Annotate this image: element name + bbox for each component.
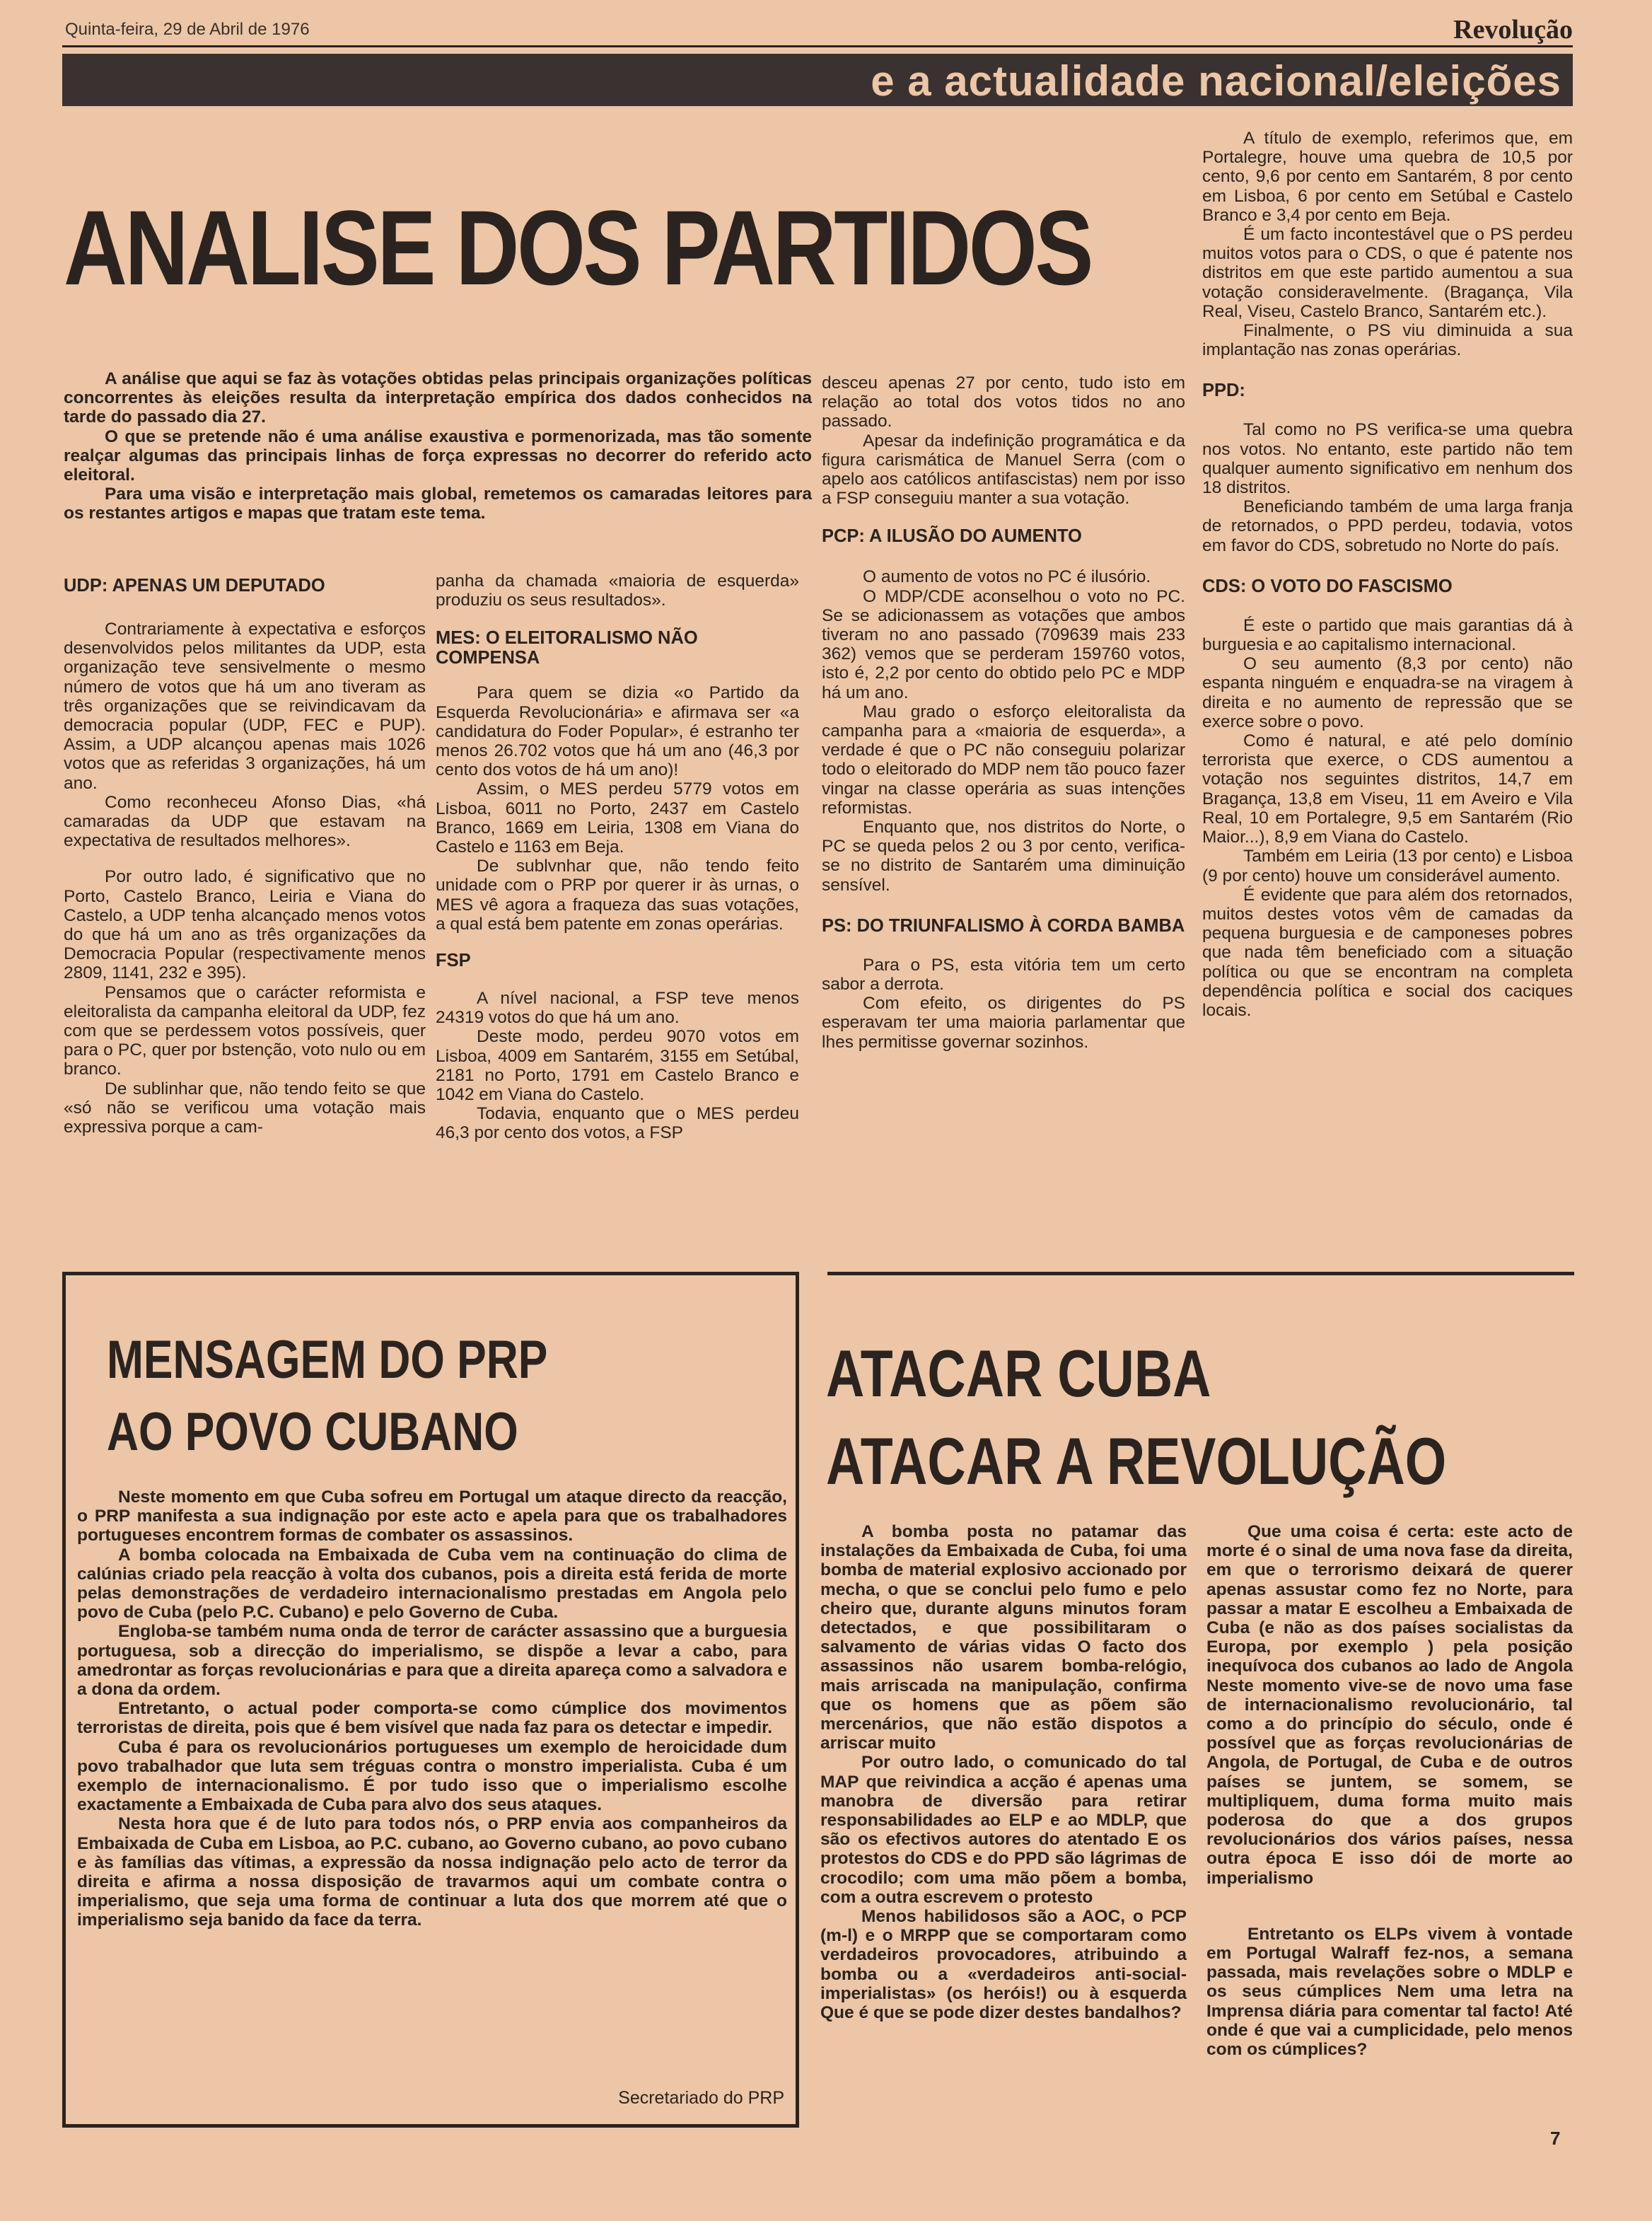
paragraph: Apesar da indefinição programática e da figura carismática de Manuel Serra (com o apelo aos católicos antifascistas) nem por isso a FSP conseguiu manter a sua votação. (822, 431, 1185, 509)
paragraph: Para quem se dizia «o Partido da Esquerda Revolucionária» e afirmava ser «a candidatura do Foder Popular», é estranho ter menos 26.702 votos que há um ano (46,3 por cento dos votos de há um ano)! (436, 683, 799, 780)
paragraph: A nível nacional, a FSP teve menos 24319 votos do que há um ano. (436, 989, 799, 1028)
paragraph: Nesta hora que é de luto para todos nós, o PRP envia aos companheiros da Embaixada de Cuba em Lisboa, ao P.C. cubano, ao Governo cubano, ao povo cubano e às famílias das vítimas, a expressão da nossa indignação pelo acto de terror da direita e afirma a nossa disposição de travarmos aqui um combate contra o imperialismo, que seja uma forma de continuar a luta dos que morrem até que o imperialismo seja banido da face da terra. (77, 1814, 787, 1930)
paragraph: Que uma coisa é certa: este acto de morte é o sinal de uma nova fase da direita, em que o terrorismo deixará de querer apenas assustar como fez no Norte, para passar a matar E escolheu a Embaixada de Cuba (e não as dos países socialistas da Europa, por exemplo ) pela posição inequívoca dos cubanos ao lado de Angola Neste momento vive-se de novo uma fase de internacionalismo revolucionário, tal como a do princípio do século, onde é possível que as forças revolucionárias de Angola, de Portugal, de Cuba e de outros países se juntem, se somem, se multipliquem, duma forma muito mais poderosa do que a dos grupos revolucionários dos vários países, nessa outra época E isso dói de morte ao imperialismo (1206, 1522, 1573, 1888)
paragraph: Enquanto que, nos distritos do Norte, o PC se queda pelos 2 ou 3 por cento, verifica-se no distrito de Santarém uma diminuição sensível. (822, 818, 1185, 895)
analise-column-4 (1202, 129, 1573, 1020)
paragraph: Menos habilidosos são a AOC, o PCP (m-l) e o MRPP que se comportaram como verdadeiros provocadores, atribuindo a bomba ou a «verdadeiros anti-social-imperialistas» (os heróis!) ou à esquerda Que é que se pode dizer destes bandalhos? (820, 1907, 1187, 2023)
paragraph: A bomba colocada na Embaixada de Cuba vem na continuação do clima de calúnias criado pela reacção à volta dos cubanos, pois a direita está ferida de morte pelas demonstrações de verdadeiro internacionalismo prestadas em Angola pelo povo de Cuba (pelo P.C. Cubano) e pelo Governo de Cuba. (77, 1545, 787, 1623)
paragraph: Beneficiando também de uma larga franja de retornados, o PPD perdeu, todavia, votos em favor do CDS, sobretudo no Norte do país. (1202, 497, 1573, 555)
analise-column-3 (822, 373, 1185, 1052)
paragraph: Mau grado o esforço eleitoralista da campanha para a «maioria de esquerda», a verdade é que o PC não conseguiu polarizar todo o eleitorado do MDP nem tão pouco fazer vingar na classe operária as suas intenções reformistas. (822, 702, 1185, 818)
paragraph: Finalmente, o PS viu diminuida a sua implantação nas zonas operárias. (1202, 321, 1573, 360)
paragraph: A bomba posta no patamar das instalações da Embaixada de Cuba, foi uma bomba de material explosivo accionado por mecha, o que se conclui pelo fumo e pelo cheiro que, durante alguns minutos foram detectados, e que possibilitaram o salvamento de várias vidas O facto dos assassinos não usarem bomba-relógio, mais arriscada na manipulação, confirma que os homens que as põem são mercenários, que não estão dispotos a arriscar muito (820, 1522, 1187, 1753)
paragraph: O MDP/CDE aconselhou o voto no PC. Se se adicionassem as votações que ambos tiveram no ano passado (709639 mais 233 362) vemos que se perderam 159760 votos, isto é, 2,2 por cento do obtido pelo PC e MDP há um ano. (822, 586, 1185, 702)
article-title-analise: ANALISE DOS PARTIDOS (64, 188, 1092, 307)
paragraph: panha da chamada «maioria de esquerda» produziu os seus resultados». (436, 572, 799, 610)
paragraph: Por outro lado, é significativo que no Porto, Castelo Branco, Leiria e Viana do Castelo, a UDP tenha alcançado menos votos do que há um ano as três organizações da Democracia Popular (respectivamente menos 2809, 1141, 232 e 395). (64, 867, 426, 983)
paragraph: De sublvnhar que, não tendo feito unidade com o PRP por querer ir às urnas, o MES vê agora a fraqueza das suas votações, a qual está bem patente em zonas operárias. (436, 857, 799, 934)
analise-intro (64, 369, 812, 523)
section-heading-cds: CDS: O VOTO DO FASCISMO (1202, 576, 1453, 596)
paragraph: Também em Leiria (13 por cento) e Lisboa (9 por cento) houve um considerável aumento. (1202, 847, 1573, 886)
prp-title-line-2: AO POVO CUBANO (107, 1402, 518, 1462)
intro-paragraph: O que se pretende não é uma análise exaustiva e pormenorizada, mas tão somente realçar algumas das principais linhas de força expressas no decorrer do referido acto eleitoral. (64, 427, 812, 485)
analise-column-1 (64, 576, 426, 1137)
paragraph: Engloba-se também numa onda de terror de carácter assassino que a burguesia portuguesa, sob a direcção do imperialismo, se dispõe a levar a cabo, para amedrontar as forças revolucionárias e para que a direita apareça como a salvadora e a dona da ordem. (77, 1622, 787, 1700)
paragraph: Pensamos que o carácter reformista e eleitoralista da campanha eleitoral da UDP, fez com que se perdessem votos possíveis, quer para o PC, quer por bstenção, voto nulo ou em branco. (64, 982, 426, 1079)
intro-paragraph: Para uma visão e interpretação mais global, remetemos os camaradas leitores para os restantes artigos e mapas que tratam este tema. (64, 485, 812, 523)
section-heading-ppd: PPD: (1202, 381, 1245, 401)
cuba-top-rule (827, 1272, 1574, 1275)
section-banner-text: e a actualidade nacional/eleições (871, 57, 1561, 105)
paragraph: Neste momento em que Cuba sofreu em Portugal um ataque directo da reacção, o PRP manifesta a sua indignação por este acto e apela para que os trabalhadores portugueses encontrem formas de combater os assassinos. (77, 1488, 787, 1546)
section-banner (62, 54, 1573, 106)
paragraph: Cuba é para os revolucionários portugueses um exemplo de heroicidade dum povo trabalhador que luta sem tréguas contra o monstro imperialista. Cuba é um exemplo de internacionalismo. É por tudo isso que o imperialismo escolhe exactamente a Embaixada de Cuba para alvo dos seus ataques. (77, 1737, 787, 1815)
paragraph: Tal como no PS verifica-se uma quebra nos votos. No entanto, este partido não tem qualquer aumento significativo em nenhum dos 18 distritos. (1202, 420, 1573, 498)
cuba-column-2 (1206, 1522, 1573, 2059)
header-date: Quinta-feira, 29 de Abril de 1976 (65, 20, 310, 39)
section-heading-pcp: PCP: A ILUSÃO DO AUMENTO (822, 526, 1082, 547)
paragraph: Entretanto, o actual poder comporta-se como cúmplice dos movimentos terroristas de direita, pois que é bem visível que nada faz para os detectar e impedir. (77, 1699, 787, 1738)
section-heading-mes: MES: O ELEITORALISMO NÃO COMPENSA (436, 628, 698, 668)
paragraph: É evidente que para além dos retornados, muitos destes votos vêm de camadas da pequena burguesia e de camponeses pobres que nada têm beneficiado com a situação política ou que se encontram na completa dependência política e social dos caciques locais. (1202, 885, 1573, 1020)
paragraph: A título de exemplo, referimos que, em Portalegre, houve uma quebra de 10,5 por cento, 9,6 por cento em Santarém, 8 por cento em Lisboa, 6 por cento em Setúbal e Castelo Branco e 3,4 por cento em Beja. (1202, 129, 1573, 225)
paragraph: É este o partido que mais garantias dá à burguesia e ao capitalismo internacional. (1202, 615, 1573, 655)
paragraph: É um facto incontestável que o PS perdeu muitos votos para o CDS, o que é patente nos distritos em que este partido aumentou a sua votação consideravelmente. (Bragança, Vila Real, Viseu, Castelo Branco, Santarém etc.). (1202, 225, 1573, 321)
prp-signature: Secretariado do PRP (618, 2088, 784, 2108)
paragraph: De sublinhar que, não tendo feito se que «só não se verificou uma votação mais expressiva porque a cam- (64, 1079, 426, 1137)
analise-column-2 (436, 572, 799, 1143)
prp-message-box (62, 1272, 799, 2128)
cuba-column-1 (820, 1522, 1187, 2022)
paragraph: Com efeito, os dirigentes do PS esperavam ter uma maioria parlamentar que lhes permitisse governar sozinhos. (822, 994, 1185, 1052)
paragraph: O seu aumento (8,3 por cento) não espanta ninguém e enquadra-se na viragem à direita e no aumento de repressão que se exerce sobre o povo. (1202, 654, 1573, 731)
paragraph: Assim, o MES perdeu 5779 votos em Lisboa, 6011 no Porto, 2437 em Castelo Branco, 1669 em Leiria, 1308 em Viana do Castelo e 1163 em Beja. (436, 779, 799, 857)
paragraph: Todavia, enquanto que o MES perdeu 46,3 por cento dos votos, a FSP (436, 1104, 799, 1143)
paragraph: Como reconheceu Afonso Dias, «há camaradas da UDP que estavam na expectativa de resultados melhores». (64, 792, 426, 851)
section-heading-udp: UDP: APENAS UM DEPUTADO (64, 576, 325, 596)
prp-title-line-1: MENSAGEM DO PRP (107, 1330, 548, 1390)
paragraph: O aumento de votos no PC é ilusório. (863, 567, 1151, 587)
paragraph: Entretanto os ELPs vivem à vontade em Portugal Walraff fez-nos, a semana passada, mais revelações sobre o MDLP e os seus cúmplices Nem uma letra na Imprensa diária para comentar tal facto! Até onde é que vai a cumplicidade, pelo menos com os cúmplices? (1206, 1924, 1573, 2060)
section-heading-ps: PS: DO TRIUNFALISMO À CORDA BAMBA (822, 915, 1185, 936)
paragraph: Para o PS, esta vitória tem um certo sabor a derrota. (822, 955, 1185, 994)
page-number: 7 (1550, 2128, 1561, 2149)
header-rule (62, 45, 1573, 47)
intro-paragraph: A análise que aqui se faz às votações obtidas pelas principais organizações políticas concorrentes às eleições resulta da interpretação empírica dos dados conhecidos na tarde do passado dia 27. (64, 369, 812, 427)
cuba-title-line-1: ATACAR CUBA (826, 1336, 1211, 1410)
paragraph: Contrariamente à expectativa e esforços desenvolvidos pelos militantes da UDP, esta organização teve sensivelmente o mesmo número de votos que há um ano tiveram as três organizações que se reivindicavam da democracia popular (UDP, FEC e PUP). Assim, a UDP alcançou apenas mais 1026 votos que as referidas 3 organizações, há um ano. (64, 620, 426, 793)
paragraph: desceu apenas 27 por cento, tudo isto em relação ao total dos votos tidos no ano passado. (822, 373, 1185, 431)
prp-message-body (77, 1488, 787, 1930)
paragraph: Deste modo, perdeu 9070 votos em Lisboa, 4009 em Santarém, 3155 em Setúbal, 2181 no Porto, 1791 em Castelo Branco e 1042 em Viana do Castelo. (436, 1027, 799, 1105)
paragraph: Por outro lado, o comunicado do tal MAP que reivindica a acção é apenas uma manobra de diversão para retirar responsabilidades ao ELP e ao MDLP, que são os efectivos autores do atentado E os protestos do CDS e do PPD são lágrimas de crocodilo; com uma mão põem a bomba, com a outra escrevem o protesto (820, 1753, 1187, 1907)
section-heading-fsp: FSP (436, 951, 471, 971)
cuba-title-line-2: ATACAR A REVOLUÇÃO (826, 1424, 1447, 1498)
paragraph: Como é natural, e até pelo domínio terrorista que exerce, o CDS aumentou a votação nos seguintes distritos, 14,7 em Bragança, 13,8 em Viseu, 11 em Aveiro e Vila Real, 10 em Portalegre, 9,5 em Santarém (Rio Maior...), 8,9 em Viana do Castelo. (1202, 731, 1573, 847)
newspaper-name: Revolução (1453, 15, 1573, 45)
